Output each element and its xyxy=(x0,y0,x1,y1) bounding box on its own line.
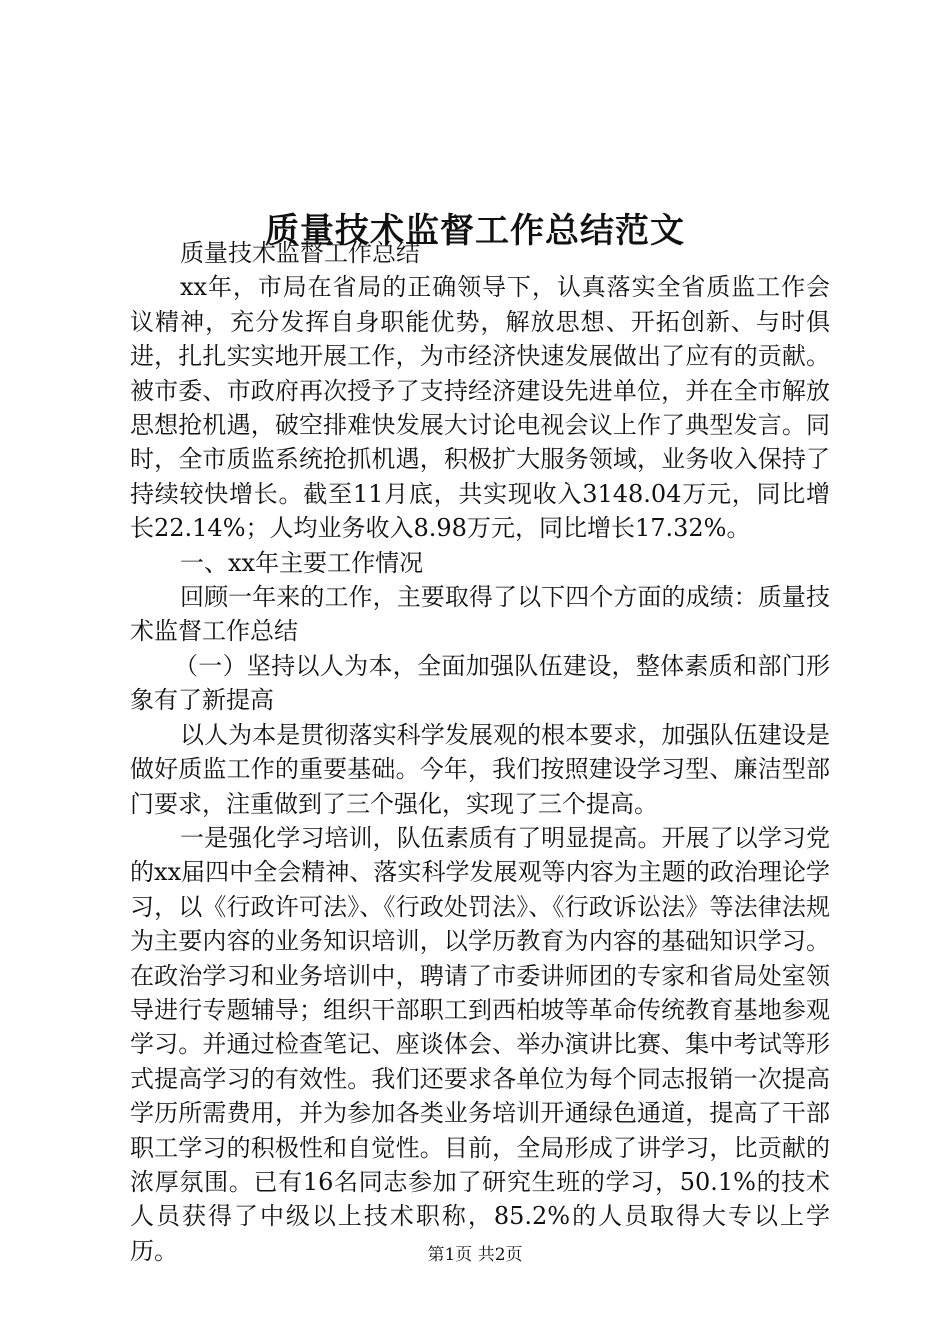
page-footer: 第1页 共2页 xyxy=(427,1245,523,1265)
paragraph-training: 一是强化学习培训，队伍素质有了明显提高。开展了以学习党的xx届四中全会精神、落实科学发展观等内容为主题的政治理论学习，以《行政许可法》、《行政处罚法》、《行政诉讼法》等法律法规为主要内容的业务知识培训，以学历教育为内容的基础知识学习。在政治学习和业务培训中，聘请了市委讲师团的专家和省局处室领导进行专题辅导；组织干部职工到西柏坡等革命传统教育基地参观学习。并通过检查笔记、座谈体会、举办演讲比赛、集中考试等形式提高学习的有效性。我们还要求各单位为每个同志报销一次提高学历所需费用，并为参加各类业务培训开通绿色通道，提高了干部职工学习的积极性和自觉性。目前，全局形成了讲学习，比贡献的浓厚氛围。已有16名同志参加了研究生班的学习，50.1%的技术人员获得了中级以上技术职称，85.2%的人员取得大专以上学历。 xyxy=(130,823,830,1265)
document-body xyxy=(130,236,830,1268)
paragraph-section-heading: 一、xx年主要工作情况 xyxy=(180,548,424,577)
paragraph-intro: xx年，市局在省局的正确领导下，认真落实全省质监工作会议精神，充分发挥自身职能优势，解放思想、开拓创新、与时俱进，扎扎实实地开展工作，为市经济快速发展做出了应有的贡献。被市委、市政府再次授予了支持经济建设先进单位，并在全市解放思想抢机遇，破空排难快发展大讨论电视会议上作了典型发言。同时，全市质监系统抢抓机遇，积极扩大服务领域，业务收入保持了持续较快增长。截至11月底，共实现收入3148.04万元，同比增长22.14%；人均业务收入8.98万元，同比增长17.32%。 xyxy=(130,273,830,543)
document-title: 质量技术监督工作总结范文 xyxy=(265,210,685,251)
paragraph-subtitle: 质量技术监督工作总结 xyxy=(180,239,420,267)
paragraph-people-oriented: 以人为本是贯彻落实科学发展观的根本要求，加强队伍建设是做好质监工作的重要基础。今年，我们按照建设学习型、廉洁型部门要求，注重做到了三个强化，实现了三个提高。 xyxy=(130,720,830,818)
paragraph-review: 回顾一年来的工作，主要取得了以下四个方面的成绩：质量技术监督工作总结 xyxy=(130,583,830,646)
paragraph-subsection-heading: （一）坚持以人为本，全面加强队伍建设，整体素质和部门形象有了新提高 xyxy=(130,651,830,715)
